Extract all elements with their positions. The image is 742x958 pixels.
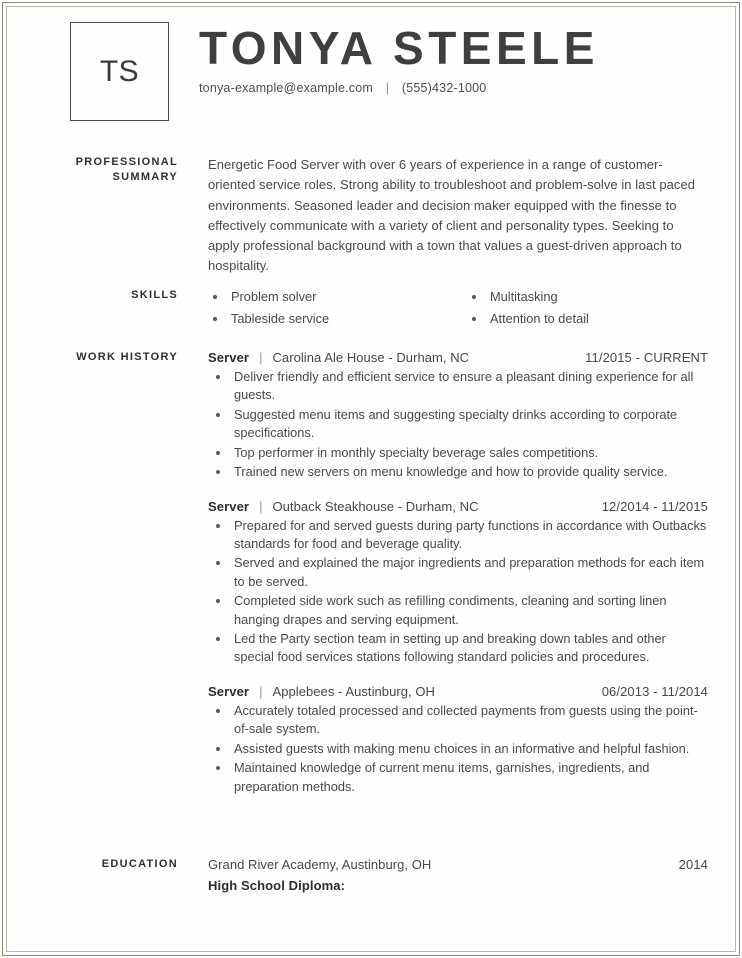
job-entry xyxy=(208,350,708,482)
skills-body xyxy=(208,288,708,332)
job-company: Outback Steakhouse - Durham, NC xyxy=(272,498,479,514)
resume-header xyxy=(70,22,708,132)
job-title: Server xyxy=(208,498,250,514)
summary-label-line2: SUMMARY xyxy=(112,170,178,183)
job-entry xyxy=(208,684,708,796)
summary-label-line1: PROFESSIONAL xyxy=(75,156,178,168)
list-item: Led the Party section team in setting up and breaking down tables and other special food services stations following standard policies and procedures. xyxy=(210,630,708,667)
section-work-history xyxy=(70,350,708,797)
email-text: tonya-example@example.com xyxy=(199,81,374,96)
section-professional-summary xyxy=(70,155,708,277)
list-item: Tableside service xyxy=(208,310,449,328)
list-item: Trained new servers on menu knowledge and how to provide quality service. xyxy=(210,463,708,481)
education-degree: High School Diploma: xyxy=(208,878,346,893)
monogram-box xyxy=(70,22,169,121)
contact-separator: | xyxy=(385,81,390,96)
job-title: Server xyxy=(208,683,250,699)
skills-list-left xyxy=(208,288,449,328)
skills-column-left xyxy=(208,288,449,332)
list-item: Maintained knowledge of current menu items, garnishes, ingredients, and preparation methods. xyxy=(210,759,708,796)
work-history-body xyxy=(208,350,708,796)
job-bullet-list xyxy=(208,702,708,796)
education-header xyxy=(208,857,708,872)
contact-line xyxy=(199,81,599,95)
list-item: Completed side work such as refilling condiments, cleaning and sorting linen hanging drapes and serving equipment. xyxy=(210,592,708,629)
section-skills xyxy=(70,288,708,332)
list-item: Attention to detail xyxy=(467,310,708,328)
job-header xyxy=(208,499,708,514)
summary-body xyxy=(208,155,708,277)
education-year: 2014 xyxy=(678,857,708,872)
job-company: Carolina Ale House - Durham, NC xyxy=(272,350,470,365)
list-item: Accurately totaled processed and collected payments from guests using the point-of-sale system. xyxy=(210,702,708,739)
skills-columns xyxy=(208,288,708,332)
monogram-initials: TS xyxy=(99,54,140,88)
list-item: Multitasking xyxy=(467,288,708,306)
job-header xyxy=(208,684,708,699)
job-separator: | xyxy=(259,683,263,699)
job-separator: | xyxy=(259,498,263,514)
job-dates: 11/2015 - CURRENT xyxy=(585,350,708,365)
section-label-work-history: WORK HISTORY xyxy=(76,351,178,363)
section-label-skills: SKILLS xyxy=(131,289,178,301)
skills-column-right xyxy=(449,288,708,332)
education-body xyxy=(208,857,708,893)
list-item: Problem solver xyxy=(208,288,449,306)
skills-list-right xyxy=(467,288,708,328)
job-dates: 06/2013 - 11/2014 xyxy=(601,683,708,699)
job-separator: | xyxy=(259,350,263,365)
section-education xyxy=(70,857,708,893)
list-item: Deliver friendly and efficient service to ensure a pleasant dining experience for all guests. xyxy=(210,368,708,405)
section-label-education: EDUCATION xyxy=(101,858,178,870)
section-label-summary xyxy=(70,155,178,185)
candidate-name: TONYA STEELE xyxy=(199,22,599,74)
list-item: Served and explained the major ingredients and preparation methods for each item to be served. xyxy=(210,554,708,591)
list-item: Suggested menu items and suggesting specialty drinks according to corporate specifications. xyxy=(210,406,708,443)
job-bullet-list xyxy=(208,517,708,667)
list-item: Assisted guests with making menu choices in an informative and helpful fashion. xyxy=(210,740,708,758)
job-title: Server xyxy=(208,350,250,365)
name-block xyxy=(199,24,599,95)
job-bullet-list xyxy=(208,368,708,482)
job-header xyxy=(208,350,708,365)
job-company: Applebees - Austinburg, OH xyxy=(272,683,435,699)
phone-text: (555)432-1000 xyxy=(401,81,487,96)
list-item: Prepared for and served guests during party functions in accordance with Outbacks standards for food and beverage quality. xyxy=(210,517,708,554)
job-dates: 12/2014 - 11/2015 xyxy=(601,498,708,514)
job-entry xyxy=(208,499,708,667)
education-school: Grand River Academy, Austinburg, OH xyxy=(208,857,432,872)
summary-text: Energetic Food Server with over 6 years of experience in a range of customer-oriented service roles. Strong ability to troubleshoot and problem-solve in last paced environments. Seasoned leader and decision maker equipped with the finesse to effectively communicate with a variety of client and personality types. Seeking to apply professional background with a town that values a guest-driven approach to hospitality. xyxy=(208,157,696,274)
list-item: Top performer in monthly specialty beverage sales competitions. xyxy=(210,444,708,462)
